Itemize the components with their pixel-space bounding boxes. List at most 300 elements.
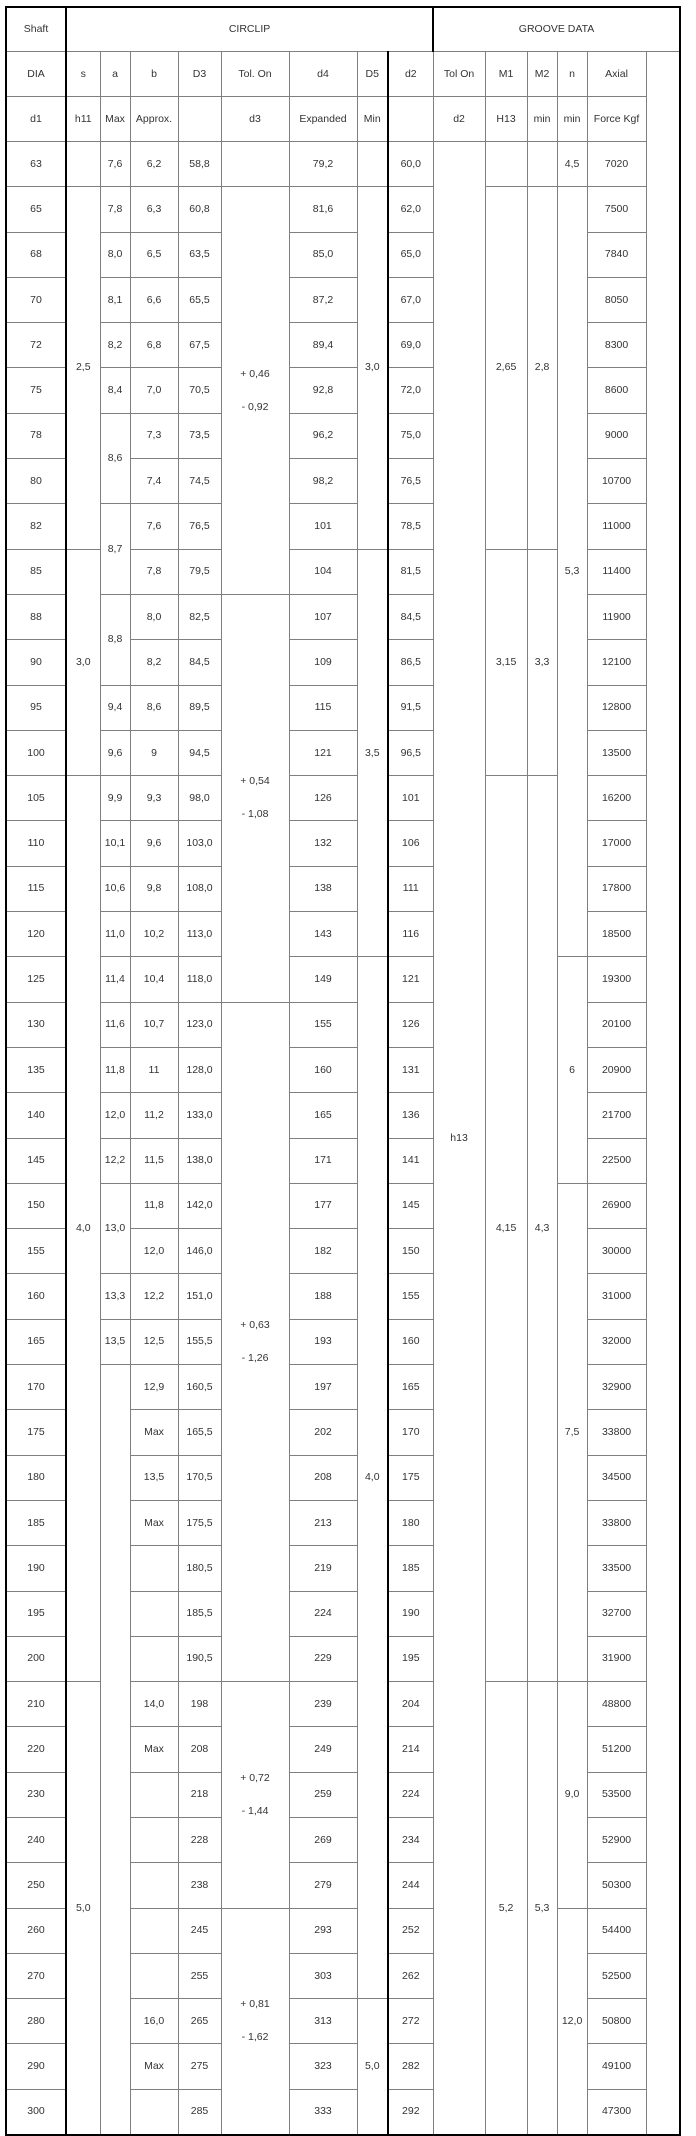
cell-axial-force: 50800 bbox=[587, 1999, 646, 2044]
cell-D3: 79,5 bbox=[178, 549, 221, 594]
cell-axial-force: 9000 bbox=[587, 413, 646, 458]
cell-a: 13,5 bbox=[100, 1319, 130, 1364]
cell-D3: 151,0 bbox=[178, 1274, 221, 1319]
cell-s: 4,0 bbox=[66, 776, 100, 1682]
cell-d4: 193 bbox=[289, 1319, 357, 1364]
cell-a: 12,0 bbox=[100, 1093, 130, 1138]
tolerance-upper: + 0,54 bbox=[240, 775, 270, 788]
tolerance-upper: + 0,72 bbox=[240, 1771, 270, 1784]
tolerance-lower: - 1,26 bbox=[241, 1351, 269, 1364]
cell-d1: 68 bbox=[6, 232, 66, 277]
cell-D3: 170,5 bbox=[178, 1455, 221, 1500]
header-top-cell: DIA bbox=[6, 52, 66, 97]
cell-d2: 165 bbox=[388, 1365, 433, 1410]
cell-axial-force: 49100 bbox=[587, 2044, 646, 2089]
cell-d1: 240 bbox=[6, 1817, 66, 1862]
cell-D3: 265 bbox=[178, 1999, 221, 2044]
cell-axial-force: 7500 bbox=[587, 187, 646, 232]
cell-d4: 149 bbox=[289, 957, 357, 1002]
cell-d4: 81,6 bbox=[289, 187, 357, 232]
tolerance-pair bbox=[222, 1998, 289, 2044]
cell-D3: 238 bbox=[178, 1863, 221, 1908]
cell-axial-force: 17800 bbox=[587, 866, 646, 911]
cell-d4: 160 bbox=[289, 1047, 357, 1092]
cell-D3: 76,5 bbox=[178, 504, 221, 549]
cell-d2: 292 bbox=[388, 2089, 433, 2135]
cell-d1: 200 bbox=[6, 1636, 66, 1681]
cell-s: 2,5 bbox=[66, 187, 100, 549]
header-groove-data: GROOVE DATA bbox=[433, 7, 680, 52]
cell-d1: 82 bbox=[6, 504, 66, 549]
cell-d4: 165 bbox=[289, 1093, 357, 1138]
cell-d1: 180 bbox=[6, 1455, 66, 1500]
cell-D3: 190,5 bbox=[178, 1636, 221, 1681]
cell-d2: 106 bbox=[388, 821, 433, 866]
cell-axial-force: 33500 bbox=[587, 1546, 646, 1591]
cell-b: 10,4 bbox=[130, 957, 178, 1002]
cell-D3: 155,5 bbox=[178, 1319, 221, 1364]
cell-d4: 171 bbox=[289, 1138, 357, 1183]
header-sub-cell bbox=[388, 97, 433, 142]
cell-axial-force: 19300 bbox=[587, 957, 646, 1002]
cell-b bbox=[130, 1772, 178, 1817]
cell-d1: 130 bbox=[6, 1002, 66, 1047]
cell-b bbox=[130, 2089, 178, 2135]
cell-M1: 5,2 bbox=[485, 1682, 527, 2135]
cell-a: 13,0 bbox=[100, 1183, 130, 1274]
cell-d2: 204 bbox=[388, 1682, 433, 1727]
cell-d1: 290 bbox=[6, 2044, 66, 2089]
cell-D3: 82,5 bbox=[178, 594, 221, 639]
cell-d4: 92,8 bbox=[289, 368, 357, 413]
cell-d2: 121 bbox=[388, 957, 433, 1002]
cell-d4: 333 bbox=[289, 2089, 357, 2135]
cell-b: 6,3 bbox=[130, 187, 178, 232]
cell-d1: 195 bbox=[6, 1591, 66, 1636]
cell-axial-force: 32000 bbox=[587, 1319, 646, 1364]
cell-b: 10,7 bbox=[130, 1002, 178, 1047]
cell-d1: 140 bbox=[6, 1093, 66, 1138]
cell-b: 10,2 bbox=[130, 912, 178, 957]
cell-D3: 198 bbox=[178, 1682, 221, 1727]
cell-d2: 86,5 bbox=[388, 640, 433, 685]
header-top-cell: M1 bbox=[485, 52, 527, 97]
cell-M1 bbox=[485, 142, 527, 187]
header-top-cell: d2 bbox=[388, 52, 433, 97]
cell-M2: 5,3 bbox=[527, 1682, 557, 2135]
cell-d2: 155 bbox=[388, 1274, 433, 1319]
cell-D3: 160,5 bbox=[178, 1365, 221, 1410]
cell-d4: 109 bbox=[289, 640, 357, 685]
cell-d2: 81,5 bbox=[388, 549, 433, 594]
cell-D3: 108,0 bbox=[178, 866, 221, 911]
cell-D3: 89,5 bbox=[178, 685, 221, 730]
cell-a: 13,3 bbox=[100, 1274, 130, 1319]
tolerance-pair bbox=[222, 1319, 289, 1365]
cell-d1: 100 bbox=[6, 730, 66, 775]
tolerance-upper: + 0,46 bbox=[240, 367, 270, 380]
cell-d1: 88 bbox=[6, 594, 66, 639]
cell-b: 7,4 bbox=[130, 459, 178, 504]
cell-d4: 219 bbox=[289, 1546, 357, 1591]
cell-d4: 96,2 bbox=[289, 413, 357, 458]
cell-d4: 87,2 bbox=[289, 277, 357, 322]
cell-axial-force: 12100 bbox=[587, 640, 646, 685]
table-row bbox=[6, 957, 680, 1002]
cell-axial-force: 11000 bbox=[587, 504, 646, 549]
cell-d1: 170 bbox=[6, 1365, 66, 1410]
cell-axial-force: 21700 bbox=[587, 1093, 646, 1138]
cell-d2: 111 bbox=[388, 866, 433, 911]
cell-d1: 150 bbox=[6, 1183, 66, 1228]
cell-D3: 165,5 bbox=[178, 1410, 221, 1455]
cell-D3: 118,0 bbox=[178, 957, 221, 1002]
cell-D3: 113,0 bbox=[178, 912, 221, 957]
cell-b: 8,2 bbox=[130, 640, 178, 685]
cell-axial-force: 34500 bbox=[587, 1455, 646, 1500]
cell-d2: 78,5 bbox=[388, 504, 433, 549]
cell-d2: 195 bbox=[388, 1636, 433, 1681]
header-top-cell: s bbox=[66, 52, 100, 97]
cell-D3: 275 bbox=[178, 2044, 221, 2089]
cell-a: 8,8 bbox=[100, 594, 130, 685]
header-top-cell: Tol. On bbox=[221, 52, 289, 97]
cell-D3: 228 bbox=[178, 1817, 221, 1862]
cell-axial-force: 32900 bbox=[587, 1365, 646, 1410]
cell-d4: 138 bbox=[289, 866, 357, 911]
header-sub-cell: Expanded bbox=[289, 97, 357, 142]
table-row bbox=[6, 142, 680, 187]
cell-axial-force: 47300 bbox=[587, 2089, 646, 2135]
header-sub-cell: H13 bbox=[485, 97, 527, 142]
cell-d1: 145 bbox=[6, 1138, 66, 1183]
cell-d4: 177 bbox=[289, 1183, 357, 1228]
cell-b: 7,6 bbox=[130, 504, 178, 549]
cell-d4: 115 bbox=[289, 685, 357, 730]
cell-d1: 165 bbox=[6, 1319, 66, 1364]
cell-d4: 213 bbox=[289, 1500, 357, 1545]
tolerance-lower: - 1,08 bbox=[241, 808, 269, 821]
cell-d4: 323 bbox=[289, 2044, 357, 2089]
cell-d1: 75 bbox=[6, 368, 66, 413]
cell-axial-force: 31000 bbox=[587, 1274, 646, 1319]
cell-d1: 160 bbox=[6, 1274, 66, 1319]
cell-d2: 67,0 bbox=[388, 277, 433, 322]
cell-d1: 120 bbox=[6, 912, 66, 957]
cell-b: Max bbox=[130, 1410, 178, 1455]
cell-d4: 224 bbox=[289, 1591, 357, 1636]
cell-d1: 65 bbox=[6, 187, 66, 232]
cell-d4: 229 bbox=[289, 1636, 357, 1681]
cell-tol-d3 bbox=[221, 1908, 289, 2135]
cell-b bbox=[130, 1591, 178, 1636]
cell-d1: 110 bbox=[6, 821, 66, 866]
cell-d4: 197 bbox=[289, 1365, 357, 1410]
cell-axial-force: 8300 bbox=[587, 323, 646, 368]
cell-b: 16,0 bbox=[130, 1999, 178, 2044]
cell-d2: 224 bbox=[388, 1772, 433, 1817]
cell-n: 4,5 bbox=[557, 142, 587, 187]
cell-d1: 280 bbox=[6, 1999, 66, 2044]
cell-a: 7,6 bbox=[100, 142, 130, 187]
header-top-cell: n bbox=[557, 52, 587, 97]
header-sub-cell: Force Kgf bbox=[587, 97, 646, 142]
header-sub-cell: Max bbox=[100, 97, 130, 142]
cell-d2: 126 bbox=[388, 1002, 433, 1047]
cell-d1: 155 bbox=[6, 1229, 66, 1274]
header-top-cell: d4 bbox=[289, 52, 357, 97]
header-sub-cell: min bbox=[557, 97, 587, 142]
cell-d1: 78 bbox=[6, 413, 66, 458]
cell-b: 12,9 bbox=[130, 1365, 178, 1410]
cell-axial-force: 16200 bbox=[587, 776, 646, 821]
cell-axial-force: 18500 bbox=[587, 912, 646, 957]
cell-a: 9,6 bbox=[100, 730, 130, 775]
cell-D3: 138,0 bbox=[178, 1138, 221, 1183]
cell-d2: 214 bbox=[388, 1727, 433, 1772]
cell-d2: 252 bbox=[388, 1908, 433, 1953]
cell-b: 7,8 bbox=[130, 549, 178, 594]
cell-axial-force: 26900 bbox=[587, 1183, 646, 1228]
cell-a: 8,4 bbox=[100, 368, 130, 413]
cell-b: 6,8 bbox=[130, 323, 178, 368]
cell-D5: 3,5 bbox=[357, 549, 388, 957]
cell-D3: 65,5 bbox=[178, 277, 221, 322]
cell-D3: 123,0 bbox=[178, 1002, 221, 1047]
cell-d1: 90 bbox=[6, 640, 66, 685]
cell-d2: 72,0 bbox=[388, 368, 433, 413]
tolerance-upper: + 0,81 bbox=[240, 1998, 270, 2011]
cell-b: 13,5 bbox=[130, 1455, 178, 1500]
cell-a: 11,0 bbox=[100, 912, 130, 957]
header-top-cell: b bbox=[130, 52, 178, 97]
cell-b: 9,3 bbox=[130, 776, 178, 821]
cell-axial-force: 51200 bbox=[587, 1727, 646, 1772]
cell-b: 11,5 bbox=[130, 1138, 178, 1183]
circlip-spec-table bbox=[5, 6, 681, 2136]
cell-D3: 98,0 bbox=[178, 776, 221, 821]
cell-d4: 79,2 bbox=[289, 142, 357, 187]
cell-tol-d3 bbox=[221, 1682, 289, 1908]
cell-d2: 145 bbox=[388, 1183, 433, 1228]
cell-M2: 4,3 bbox=[527, 776, 557, 1682]
cell-b: 7,0 bbox=[130, 368, 178, 413]
cell-d2: 75,0 bbox=[388, 413, 433, 458]
cell-axial-force: 17000 bbox=[587, 821, 646, 866]
cell-D3: 245 bbox=[178, 1908, 221, 1953]
cell-d4: 313 bbox=[289, 1999, 357, 2044]
cell-d1: 85 bbox=[6, 549, 66, 594]
cell-a: 9,9 bbox=[100, 776, 130, 821]
header-top-cell: Tol On bbox=[433, 52, 485, 97]
header-sub-cell bbox=[178, 97, 221, 142]
table-row bbox=[6, 1183, 680, 1228]
cell-d2: 234 bbox=[388, 1817, 433, 1862]
cell-M1: 4,15 bbox=[485, 776, 527, 1682]
cell-b: 12,5 bbox=[130, 1319, 178, 1364]
cell-d2: 180 bbox=[388, 1500, 433, 1545]
cell-a: 11,6 bbox=[100, 1002, 130, 1047]
cell-d4: 269 bbox=[289, 1817, 357, 1862]
cell-d4: 249 bbox=[289, 1727, 357, 1772]
header-shaft: Shaft bbox=[6, 7, 66, 52]
cell-d4: 188 bbox=[289, 1274, 357, 1319]
cell-s: 3,0 bbox=[66, 549, 100, 775]
cell-d2: 160 bbox=[388, 1319, 433, 1364]
cell-b: 6,2 bbox=[130, 142, 178, 187]
cell-d4: 143 bbox=[289, 912, 357, 957]
cell-D3: 255 bbox=[178, 1953, 221, 1998]
cell-a: 11,8 bbox=[100, 1047, 130, 1092]
cell-D3: 128,0 bbox=[178, 1047, 221, 1092]
cell-axial-force: 11400 bbox=[587, 549, 646, 594]
cell-d1: 125 bbox=[6, 957, 66, 1002]
cell-D3: 218 bbox=[178, 1772, 221, 1817]
cell-d2: 60,0 bbox=[388, 142, 433, 187]
cell-d4: 121 bbox=[289, 730, 357, 775]
cell-d2: 141 bbox=[388, 1138, 433, 1183]
cell-d2: 272 bbox=[388, 1999, 433, 2044]
cell-D3: 285 bbox=[178, 2089, 221, 2135]
cell-d1: 230 bbox=[6, 1772, 66, 1817]
tolerance-upper: + 0,63 bbox=[240, 1318, 270, 1331]
cell-d2: 69,0 bbox=[388, 323, 433, 368]
cell-axial-force: 20900 bbox=[587, 1047, 646, 1092]
cell-b bbox=[130, 1636, 178, 1681]
cell-D3: 94,5 bbox=[178, 730, 221, 775]
cell-d1: 270 bbox=[6, 1953, 66, 1998]
cell-d4: 126 bbox=[289, 776, 357, 821]
header-sub-cell: d3 bbox=[221, 97, 289, 142]
cell-n: 6 bbox=[557, 957, 587, 1183]
cell-M1: 2,65 bbox=[485, 187, 527, 549]
cell-d2: 91,5 bbox=[388, 685, 433, 730]
cell-D3: 73,5 bbox=[178, 413, 221, 458]
cell-a: 11,4 bbox=[100, 957, 130, 1002]
cell-axial-force: 13500 bbox=[587, 730, 646, 775]
cell-b bbox=[130, 1953, 178, 1998]
cell-axial-force: 12800 bbox=[587, 685, 646, 730]
cell-axial-force: 50300 bbox=[587, 1863, 646, 1908]
cell-d2: 175 bbox=[388, 1455, 433, 1500]
cell-D3: 60,8 bbox=[178, 187, 221, 232]
cell-D3: 103,0 bbox=[178, 821, 221, 866]
cell-D3: 133,0 bbox=[178, 1093, 221, 1138]
cell-d1: 72 bbox=[6, 323, 66, 368]
cell-tol-d2: h13 bbox=[433, 142, 485, 2136]
cell-M2: 3,3 bbox=[527, 549, 557, 775]
cell-d1: 185 bbox=[6, 1500, 66, 1545]
cell-D3: 185,5 bbox=[178, 1591, 221, 1636]
tolerance-lower: - 1,44 bbox=[241, 1804, 269, 1817]
cell-b bbox=[130, 1546, 178, 1591]
cell-d2: 136 bbox=[388, 1093, 433, 1138]
tolerance-pair bbox=[222, 1772, 289, 1818]
cell-b: 9 bbox=[130, 730, 178, 775]
cell-a: 12,2 bbox=[100, 1138, 130, 1183]
cell-d2: 65,0 bbox=[388, 232, 433, 277]
cell-D3: 175,5 bbox=[178, 1500, 221, 1545]
cell-d4: 239 bbox=[289, 1682, 357, 1727]
cell-b bbox=[130, 1863, 178, 1908]
cell-b: 11 bbox=[130, 1047, 178, 1092]
cell-d1: 190 bbox=[6, 1546, 66, 1591]
header-sub-cell: d2 bbox=[433, 97, 485, 142]
cell-D3: 58,8 bbox=[178, 142, 221, 187]
tolerance-pair bbox=[222, 775, 289, 821]
cell-tol-d3 bbox=[221, 1002, 289, 1681]
cell-d4: 107 bbox=[289, 594, 357, 639]
cell-d2: 116 bbox=[388, 912, 433, 957]
cell-a bbox=[100, 1365, 130, 2136]
cell-M2: 2,8 bbox=[527, 187, 557, 549]
cell-d1: 210 bbox=[6, 1682, 66, 1727]
cell-a: 9,4 bbox=[100, 685, 130, 730]
cell-d1: 175 bbox=[6, 1410, 66, 1455]
cell-D3: 142,0 bbox=[178, 1183, 221, 1228]
cell-axial-force: 33800 bbox=[587, 1410, 646, 1455]
header-sub-cell: Approx. bbox=[130, 97, 178, 142]
cell-d1: 220 bbox=[6, 1727, 66, 1772]
cell-a: 8,1 bbox=[100, 277, 130, 322]
cell-M2 bbox=[527, 142, 557, 187]
cell-a: 10,6 bbox=[100, 866, 130, 911]
cell-D3: 74,5 bbox=[178, 459, 221, 504]
cell-n: 5,3 bbox=[557, 187, 587, 957]
table-wrapper bbox=[5, 6, 681, 2136]
cell-b: 8,0 bbox=[130, 594, 178, 639]
header-top-cell: D3 bbox=[178, 52, 221, 97]
cell-d2: 84,5 bbox=[388, 594, 433, 639]
cell-D3: 146,0 bbox=[178, 1229, 221, 1274]
header-top-cell: D5 bbox=[357, 52, 388, 97]
cell-d1: 95 bbox=[6, 685, 66, 730]
cell-d4: 155 bbox=[289, 1002, 357, 1047]
cell-axial-force: 7840 bbox=[587, 232, 646, 277]
cell-d2: 62,0 bbox=[388, 187, 433, 232]
cell-d4: 98,2 bbox=[289, 459, 357, 504]
cell-d4: 101 bbox=[289, 504, 357, 549]
cell-axial-force: 22500 bbox=[587, 1138, 646, 1183]
cell-d1: 250 bbox=[6, 1863, 66, 1908]
cell-axial-force: 20100 bbox=[587, 1002, 646, 1047]
cell-a: 8,0 bbox=[100, 232, 130, 277]
cell-d2: 96,5 bbox=[388, 730, 433, 775]
cell-axial-force: 11900 bbox=[587, 594, 646, 639]
cell-d4: 208 bbox=[289, 1455, 357, 1500]
cell-d4: 89,4 bbox=[289, 323, 357, 368]
cell-d1: 300 bbox=[6, 2089, 66, 2135]
cell-b: Max bbox=[130, 1500, 178, 1545]
cell-axial-force: 10700 bbox=[587, 459, 646, 504]
cell-D5: 5,0 bbox=[357, 1999, 388, 2135]
cell-D3: 70,5 bbox=[178, 368, 221, 413]
cell-D5: 4,0 bbox=[357, 957, 388, 1999]
cell-d2: 185 bbox=[388, 1546, 433, 1591]
cell-d1: 260 bbox=[6, 1908, 66, 1953]
cell-axial-force: 53500 bbox=[587, 1772, 646, 1817]
cell-n: 7,5 bbox=[557, 1183, 587, 1681]
cell-D3: 67,5 bbox=[178, 323, 221, 368]
cell-axial-force: 48800 bbox=[587, 1682, 646, 1727]
cell-n: 12,0 bbox=[557, 1908, 587, 2135]
cell-d4: 303 bbox=[289, 1953, 357, 1998]
cell-axial-force: 33800 bbox=[587, 1500, 646, 1545]
cell-b bbox=[130, 1817, 178, 1862]
tolerance-pair bbox=[222, 368, 289, 414]
cell-d4: 279 bbox=[289, 1863, 357, 1908]
cell-axial-force: 52500 bbox=[587, 1953, 646, 1998]
